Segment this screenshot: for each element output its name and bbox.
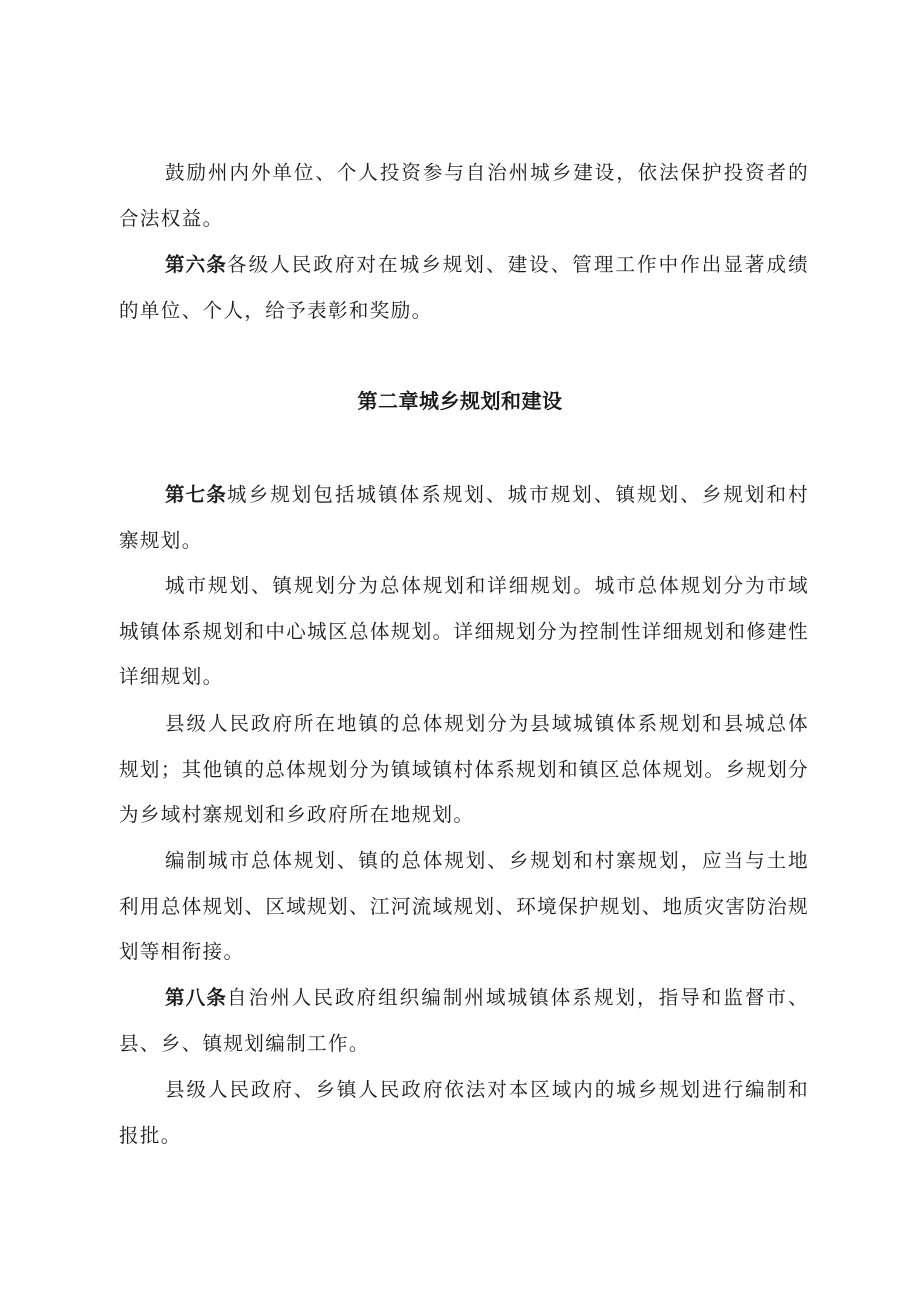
paragraph-text: 自治州人民政府组织编制州域城镇体系规划，指导和监督市、县、乡、镇规划编制工作。: [119, 986, 809, 1055]
paragraph-investment: [119, 150, 809, 241]
paragraph-text: 城乡规划包括城镇体系规划、城市规划、镇规划、乡规划和村寨规划。: [119, 483, 809, 552]
chapter-heading: 第二章城乡规划和建设: [357, 389, 563, 413]
paragraph-plan-coordination: [119, 838, 809, 975]
article-8: [119, 975, 809, 1066]
paragraph-local-planning: [119, 1067, 809, 1158]
article-7: [119, 472, 809, 563]
article-number: 第七条: [165, 483, 228, 506]
paragraph-text: 城市规划、镇规划分为总体规划和详细规划。城市总体规划分为市域城镇体系规划和中心城区总体规划。详细规划分为控制性详细规划和修建性详细规划。: [119, 574, 809, 688]
paragraph-text: 鼓励州内外单位、个人投资参与自治州城乡建设，依法保护投资者的合法权益。: [119, 161, 809, 230]
paragraph-text: 各级人民政府对在城乡规划、建设、管理工作中作出显著成绩的单位、个人，给予表彰和奖励。: [119, 253, 809, 322]
paragraph-text: 县级人民政府所在地镇的总体规划分为县域城镇体系规划和县城总体规划；其他镇的总体规划分为镇域镇村体系规划和镇区总体规划。乡规划分为乡域村寨规划和乡政府所在地规划。: [119, 712, 809, 826]
article-6: [119, 242, 809, 333]
paragraph-text: 县级人民政府、乡镇人民政府依法对本区域内的城乡规划进行编制和报批。: [119, 1078, 809, 1147]
article-number: 第六条: [165, 253, 228, 276]
paragraph-text: 编制城市总体规划、镇的总体规划、乡规划和村寨规划，应当与土地利用总体规划、区域规划、江河流域规划、环境保护规划、地质灾害防治规划等相衔接。: [119, 849, 809, 963]
paragraph-county-planning: [119, 701, 809, 838]
paragraph-city-planning: [119, 563, 809, 700]
article-number: 第八条: [165, 986, 228, 1009]
